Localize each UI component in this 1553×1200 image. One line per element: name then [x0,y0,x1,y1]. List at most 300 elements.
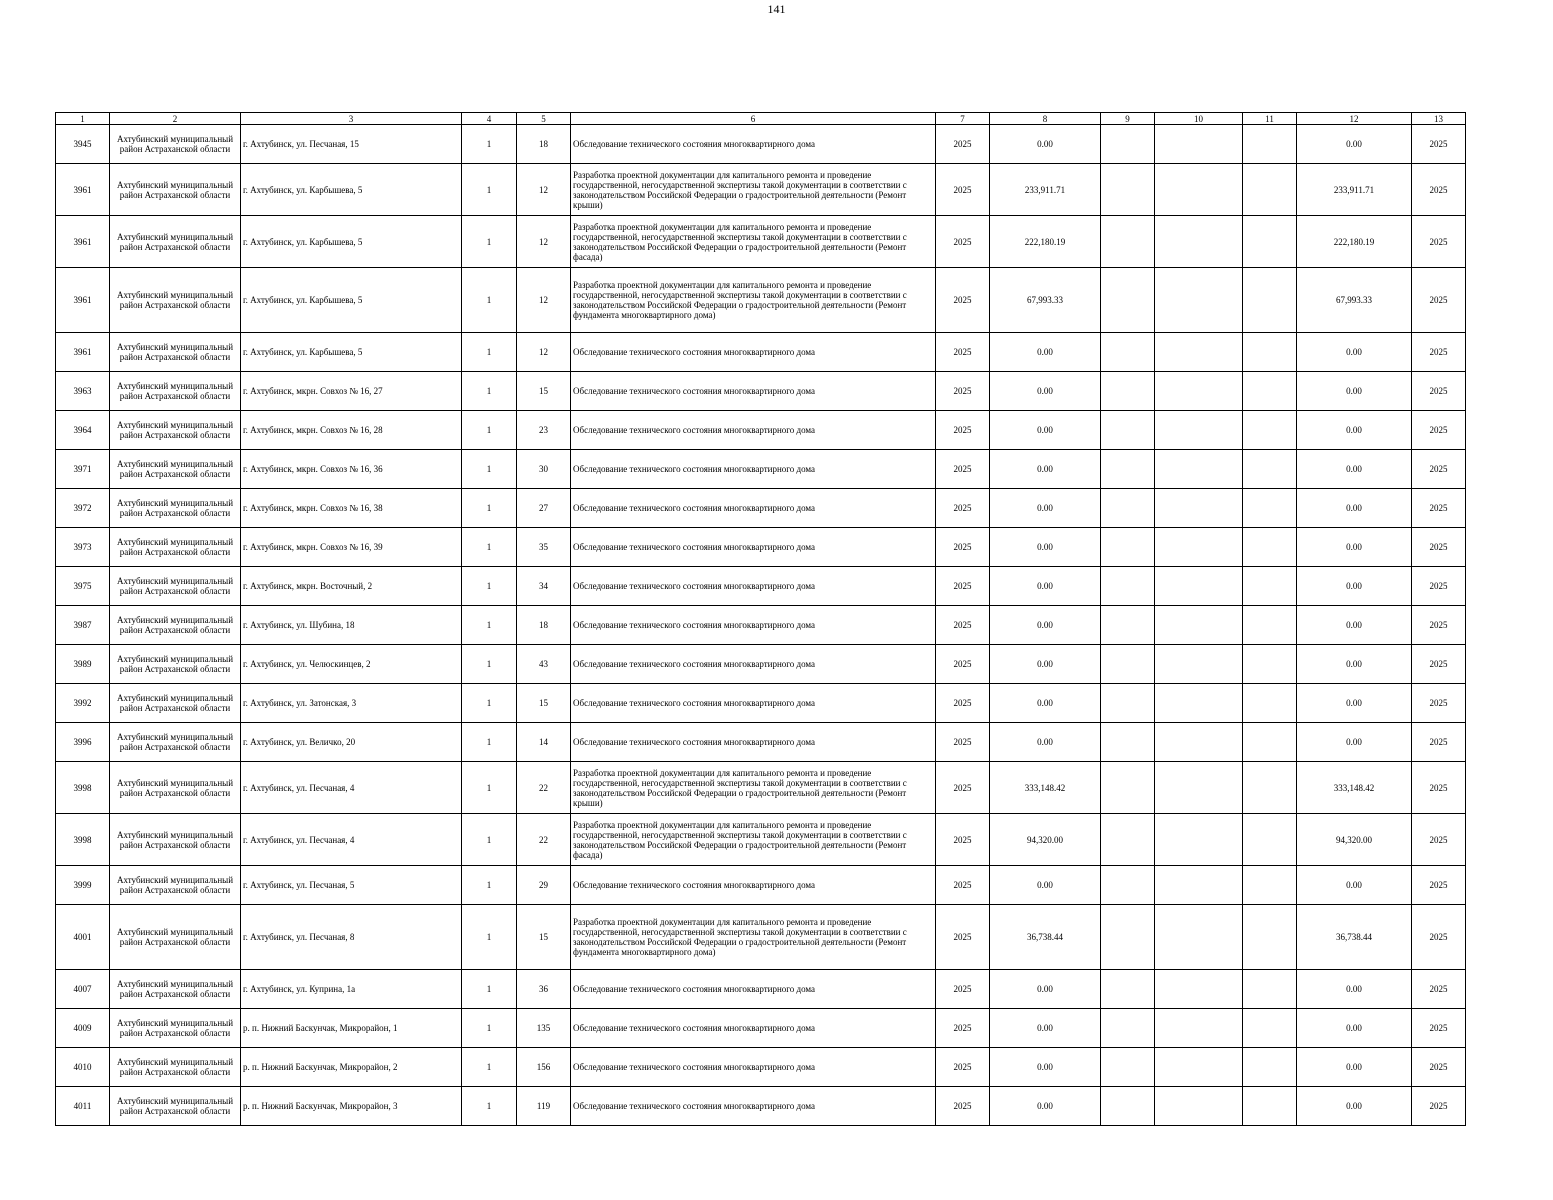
page-number: 141 [767,2,786,16]
col10-cell [1155,1009,1243,1048]
col9-cell [1101,125,1155,164]
row-number: 3945 [56,125,110,164]
col13-year-cell: 2025 [1412,125,1466,164]
address-cell: г. Ахтубинск, ул. Шубина, 18 [241,606,462,645]
year-cell: 2025 [936,970,990,1009]
col12-cost-cell: 0.00 [1297,684,1412,723]
col9-cell [1101,164,1155,216]
work-type-cell: Обследование технического состояния многоквартирного дома [571,645,936,684]
col5-cell: 36 [517,970,571,1009]
col13-year-cell: 2025 [1412,528,1466,567]
col10-cell [1155,814,1243,866]
col4-cell: 1 [462,1009,517,1048]
col5-cell: 12 [517,216,571,268]
municipality-cell: Ахтубинский муниципальный район Астраханской области [110,268,241,333]
col10-cell [1155,489,1243,528]
col4-cell: 1 [462,216,517,268]
capital-repair-table [55,112,1466,1126]
col5-cell: 156 [517,1048,571,1087]
cost-cell: 333,148.42 [990,762,1101,814]
col4-cell: 1 [462,567,517,606]
col11-cell [1243,723,1297,762]
col12-cost-cell: 0.00 [1297,528,1412,567]
table-row [56,1048,1466,1087]
col12-cost-cell: 67,993.33 [1297,268,1412,333]
col11-cell [1243,411,1297,450]
municipality-cell: Ахтубинский муниципальный район Астраханской области [110,684,241,723]
col13-year-cell: 2025 [1412,268,1466,333]
row-number: 3972 [56,489,110,528]
column-header: 5 [517,113,571,125]
work-type-cell: Разработка проектной документации для капитального ремонта и проведение государственной, негосударственной экспертизы такой документации в соответствии с законодательством Российской Федерации о градостроительной деятельности (Ремонт фасада) [571,814,936,866]
col10-cell [1155,905,1243,970]
row-number: 3996 [56,723,110,762]
col10-cell [1155,125,1243,164]
cost-cell: 0.00 [990,450,1101,489]
column-header: 13 [1412,113,1466,125]
column-header: 7 [936,113,990,125]
table-row [56,333,1466,372]
col9-cell [1101,1048,1155,1087]
col4-cell: 1 [462,333,517,372]
work-type-cell: Разработка проектной документации для капитального ремонта и проведение государственной, негосударственной экспертизы такой документации в соответствии с законодательством Российской Федерации о градостроительной деятельности (Ремонт крыши) [571,762,936,814]
work-type-cell: Обследование технического состояния многоквартирного дома [571,125,936,164]
col4-cell: 1 [462,450,517,489]
col11-cell [1243,216,1297,268]
col9-cell [1101,866,1155,905]
col9-cell [1101,1009,1155,1048]
col12-cost-cell: 0.00 [1297,567,1412,606]
table-row [56,125,1466,164]
col4-cell: 1 [462,528,517,567]
municipality-cell: Ахтубинский муниципальный район Астраханской области [110,528,241,567]
col11-cell [1243,125,1297,164]
col13-year-cell: 2025 [1412,905,1466,970]
col11-cell [1243,762,1297,814]
table-row [56,723,1466,762]
column-header: 9 [1101,113,1155,125]
municipality-cell: Ахтубинский муниципальный район Астраханской области [110,866,241,905]
municipality-cell: Ахтубинский муниципальный район Астраханской области [110,567,241,606]
col9-cell [1101,333,1155,372]
col13-year-cell: 2025 [1412,814,1466,866]
col5-cell: 15 [517,372,571,411]
column-header: 12 [1297,113,1412,125]
col12-cost-cell: 0.00 [1297,1048,1412,1087]
work-type-cell: Обследование технического состояния многоквартирного дома [571,528,936,567]
col13-year-cell: 2025 [1412,567,1466,606]
column-header: 8 [990,113,1101,125]
cost-cell: 0.00 [990,1048,1101,1087]
col11-cell [1243,645,1297,684]
col11-cell [1243,567,1297,606]
address-cell: г. Ахтубинск, ул. Песчаная, 5 [241,866,462,905]
row-number: 3998 [56,814,110,866]
row-number: 3998 [56,762,110,814]
col10-cell [1155,1087,1243,1126]
work-type-cell: Обследование технического состояния многоквартирного дома [571,567,936,606]
address-cell: г. Ахтубинск, мкрн. Восточный, 2 [241,567,462,606]
col5-cell: 34 [517,567,571,606]
col10-cell [1155,268,1243,333]
col4-cell: 1 [462,125,517,164]
col11-cell [1243,1009,1297,1048]
col13-year-cell: 2025 [1412,866,1466,905]
col4-cell: 1 [462,645,517,684]
col13-year-cell: 2025 [1412,606,1466,645]
table-row [56,684,1466,723]
col5-cell: 135 [517,1009,571,1048]
year-cell: 2025 [936,905,990,970]
col9-cell [1101,268,1155,333]
col10-cell [1155,450,1243,489]
col10-cell [1155,970,1243,1009]
table-row [56,814,1466,866]
row-number: 3971 [56,450,110,489]
year-cell: 2025 [936,125,990,164]
address-cell: г. Ахтубинск, мкрн. Совхоз № 16, 27 [241,372,462,411]
row-number: 3961 [56,216,110,268]
municipality-cell: Ахтубинский муниципальный район Астраханской области [110,970,241,1009]
table-row [56,645,1466,684]
col4-cell: 1 [462,814,517,866]
table-row [56,411,1466,450]
municipality-cell: Ахтубинский муниципальный район Астраханской области [110,1009,241,1048]
year-cell: 2025 [936,372,990,411]
address-cell: г. Ахтубинск, ул. Затонская, 3 [241,684,462,723]
work-type-cell: Разработка проектной документации для капитального ремонта и проведение государственной, негосударственной экспертизы такой документации в соответствии с законодательством Российской Федерации о градостроительной деятельности (Ремонт фундамента многоквартирного дома) [571,268,936,333]
table-row [56,606,1466,645]
col9-cell [1101,814,1155,866]
col13-year-cell: 2025 [1412,1087,1466,1126]
year-cell: 2025 [936,645,990,684]
row-number: 4009 [56,1009,110,1048]
col13-year-cell: 2025 [1412,1009,1466,1048]
col11-cell [1243,372,1297,411]
col9-cell [1101,567,1155,606]
address-cell: р. п. Нижний Баскунчак, Микрорайон, 1 [241,1009,462,1048]
cost-cell: 0.00 [990,528,1101,567]
col12-cost-cell: 0.00 [1297,1087,1412,1126]
work-type-cell: Обследование технического состояния многоквартирного дома [571,684,936,723]
row-number: 3999 [56,866,110,905]
col11-cell [1243,606,1297,645]
work-type-cell: Обследование технического состояния многоквартирного дома [571,450,936,489]
year-cell: 2025 [936,723,990,762]
col12-cost-cell: 0.00 [1297,372,1412,411]
row-number: 3964 [56,411,110,450]
col4-cell: 1 [462,372,517,411]
col4-cell: 1 [462,905,517,970]
table-row [56,866,1466,905]
col5-cell: 27 [517,489,571,528]
cost-cell: 94,320.00 [990,814,1101,866]
column-header: 11 [1243,113,1297,125]
row-number: 4001 [56,905,110,970]
year-cell: 2025 [936,1048,990,1087]
col4-cell: 1 [462,268,517,333]
col11-cell [1243,164,1297,216]
table-row [56,528,1466,567]
col12-cost-cell: 0.00 [1297,970,1412,1009]
col9-cell [1101,372,1155,411]
table-row [56,567,1466,606]
col13-year-cell: 2025 [1412,411,1466,450]
col4-cell: 1 [462,164,517,216]
table-row [56,216,1466,268]
col11-cell [1243,684,1297,723]
col5-cell: 43 [517,645,571,684]
col13-year-cell: 2025 [1412,1048,1466,1087]
cost-cell: 36,738.44 [990,905,1101,970]
address-cell: г. Ахтубинск, мкрн. Совхоз № 16, 39 [241,528,462,567]
work-type-cell: Обследование технического состояния многоквартирного дома [571,866,936,905]
col11-cell [1243,905,1297,970]
work-type-cell: Разработка проектной документации для капитального ремонта и проведение государственной, негосударственной экспертизы такой документации в соответствии с законодательством Российской Федерации о градостроительной деятельности (Ремонт фундамента многоквартирного дома) [571,905,936,970]
col5-cell: 12 [517,333,571,372]
work-type-cell: Обследование технического состояния многоквартирного дома [571,723,936,762]
col5-cell: 119 [517,1087,571,1126]
address-cell: г. Ахтубинск, ул. Песчаная, 4 [241,814,462,866]
municipality-cell: Ахтубинский муниципальный район Астраханской области [110,814,241,866]
col13-year-cell: 2025 [1412,216,1466,268]
cost-cell: 233,911.71 [990,164,1101,216]
year-cell: 2025 [936,450,990,489]
col10-cell [1155,164,1243,216]
row-number: 3989 [56,645,110,684]
row-number: 3975 [56,567,110,606]
col11-cell [1243,1087,1297,1126]
col12-cost-cell: 0.00 [1297,489,1412,528]
year-cell: 2025 [936,567,990,606]
col4-cell: 1 [462,1087,517,1126]
cost-cell: 0.00 [990,489,1101,528]
col5-cell: 29 [517,866,571,905]
year-cell: 2025 [936,606,990,645]
work-type-cell: Обследование технического состояния многоквартирного дома [571,489,936,528]
municipality-cell: Ахтубинский муниципальный район Астраханской области [110,216,241,268]
cost-cell: 0.00 [990,866,1101,905]
col11-cell [1243,866,1297,905]
col5-cell: 30 [517,450,571,489]
col4-cell: 1 [462,1048,517,1087]
col13-year-cell: 2025 [1412,333,1466,372]
col13-year-cell: 2025 [1412,723,1466,762]
cost-cell: 0.00 [990,372,1101,411]
cost-cell: 0.00 [990,684,1101,723]
col10-cell [1155,723,1243,762]
year-cell: 2025 [936,164,990,216]
col13-year-cell: 2025 [1412,762,1466,814]
col12-cost-cell: 36,738.44 [1297,905,1412,970]
col11-cell [1243,528,1297,567]
col13-year-cell: 2025 [1412,164,1466,216]
col10-cell [1155,216,1243,268]
col5-cell: 18 [517,606,571,645]
municipality-cell: Ахтубинский муниципальный район Астраханской области [110,333,241,372]
col4-cell: 1 [462,866,517,905]
row-number: 3973 [56,528,110,567]
year-cell: 2025 [936,1009,990,1048]
address-cell: г. Ахтубинск, ул. Песчаная, 15 [241,125,462,164]
address-cell: г. Ахтубинск, мкрн. Совхоз № 16, 38 [241,489,462,528]
work-type-cell: Разработка проектной документации для капитального ремонта и проведение государственной, негосударственной экспертизы такой документации в соответствии с законодательством Российской Федерации о градостроительной деятельности (Ремонт фасада) [571,216,936,268]
address-cell: г. Ахтубинск, ул. Карбышева, 5 [241,164,462,216]
work-type-cell: Разработка проектной документации для капитального ремонта и проведение государственной, негосударственной экспертизы такой документации в соответствии с законодательством Российской Федерации о градостроительной деятельности (Ремонт крыши) [571,164,936,216]
year-cell: 2025 [936,1087,990,1126]
work-type-cell: Обследование технического состояния многоквартирного дома [571,1009,936,1048]
row-number: 4011 [56,1087,110,1126]
cost-cell: 0.00 [990,333,1101,372]
col5-cell: 18 [517,125,571,164]
col10-cell [1155,645,1243,684]
work-type-cell: Обследование технического состояния многоквартирного дома [571,1087,936,1126]
col5-cell: 12 [517,268,571,333]
cost-cell: 67,993.33 [990,268,1101,333]
address-cell: р. п. Нижний Баскунчак, Микрорайон, 3 [241,1087,462,1126]
year-cell: 2025 [936,216,990,268]
table-row [56,1009,1466,1048]
col12-cost-cell: 0.00 [1297,411,1412,450]
column-header: 4 [462,113,517,125]
table-row [56,905,1466,970]
col9-cell [1101,905,1155,970]
municipality-cell: Ахтубинский муниципальный район Астраханской области [110,723,241,762]
row-number: 3987 [56,606,110,645]
col12-cost-cell: 94,320.00 [1297,814,1412,866]
row-number: 3963 [56,372,110,411]
address-cell: г. Ахтубинск, мкрн. Совхоз № 16, 36 [241,450,462,489]
year-cell: 2025 [936,814,990,866]
col9-cell [1101,684,1155,723]
col12-cost-cell: 222,180.19 [1297,216,1412,268]
col5-cell: 15 [517,684,571,723]
col5-cell: 15 [517,905,571,970]
address-cell: г. Ахтубинск, ул. Карбышева, 5 [241,333,462,372]
col11-cell [1243,970,1297,1009]
col10-cell [1155,606,1243,645]
col4-cell: 1 [462,762,517,814]
row-number: 4010 [56,1048,110,1087]
col10-cell [1155,411,1243,450]
year-cell: 2025 [936,528,990,567]
row-number: 3961 [56,333,110,372]
col10-cell [1155,866,1243,905]
col4-cell: 1 [462,411,517,450]
col9-cell [1101,645,1155,684]
column-header: 1 [56,113,110,125]
col12-cost-cell: 0.00 [1297,333,1412,372]
col11-cell [1243,1048,1297,1087]
municipality-cell: Ахтубинский муниципальный район Астраханской области [110,606,241,645]
column-header: 3 [241,113,462,125]
work-type-cell: Обследование технического состояния многоквартирного дома [571,333,936,372]
address-cell: г. Ахтубинск, ул. Куприна, 1а [241,970,462,1009]
col10-cell [1155,333,1243,372]
col4-cell: 1 [462,684,517,723]
col11-cell [1243,814,1297,866]
municipality-cell: Ахтубинский муниципальный район Астраханской области [110,125,241,164]
col12-cost-cell: 0.00 [1297,645,1412,684]
address-cell: г. Ахтубинск, ул. Карбышева, 5 [241,268,462,333]
year-cell: 2025 [936,762,990,814]
municipality-cell: Ахтубинский муниципальный район Астраханской области [110,372,241,411]
col13-year-cell: 2025 [1412,372,1466,411]
cost-cell: 222,180.19 [990,216,1101,268]
col11-cell [1243,333,1297,372]
col10-cell [1155,528,1243,567]
cost-cell: 0.00 [990,1009,1101,1048]
col9-cell [1101,216,1155,268]
municipality-cell: Ахтубинский муниципальный район Астраханской области [110,450,241,489]
col9-cell [1101,528,1155,567]
column-header: 2 [110,113,241,125]
municipality-cell: Ахтубинский муниципальный район Астраханской области [110,905,241,970]
col5-cell: 22 [517,814,571,866]
col9-cell [1101,411,1155,450]
col5-cell: 35 [517,528,571,567]
col12-cost-cell: 0.00 [1297,866,1412,905]
table-row [56,372,1466,411]
table-row [56,762,1466,814]
col11-cell [1243,268,1297,333]
col4-cell: 1 [462,723,517,762]
col12-cost-cell: 0.00 [1297,125,1412,164]
col5-cell: 14 [517,723,571,762]
column-header: 6 [571,113,936,125]
col12-cost-cell: 0.00 [1297,606,1412,645]
col13-year-cell: 2025 [1412,489,1466,528]
col5-cell: 12 [517,164,571,216]
work-type-cell: Обследование технического состояния многоквартирного дома [571,970,936,1009]
col9-cell [1101,762,1155,814]
col13-year-cell: 2025 [1412,684,1466,723]
col9-cell [1101,450,1155,489]
col9-cell [1101,1087,1155,1126]
col10-cell [1155,567,1243,606]
municipality-cell: Ахтубинский муниципальный район Астраханской области [110,164,241,216]
row-number: 3961 [56,164,110,216]
address-cell: г. Ахтубинск, ул. Песчаная, 4 [241,762,462,814]
table-row [56,1087,1466,1126]
address-cell: г. Ахтубинск, ул. Челюскинцев, 2 [241,645,462,684]
address-cell: г. Ахтубинск, ул. Песчаная, 8 [241,905,462,970]
municipality-cell: Ахтубинский муниципальный район Астраханской области [110,1087,241,1126]
col5-cell: 22 [517,762,571,814]
cost-cell: 0.00 [990,1087,1101,1126]
row-number: 3992 [56,684,110,723]
year-cell: 2025 [936,866,990,905]
work-type-cell: Обследование технического состояния многоквартирного дома [571,1048,936,1087]
municipality-cell: Ахтубинский муниципальный район Астраханской области [110,489,241,528]
col10-cell [1155,762,1243,814]
row-number: 4007 [56,970,110,1009]
table-row [56,268,1466,333]
col4-cell: 1 [462,489,517,528]
col4-cell: 1 [462,606,517,645]
work-type-cell: Обследование технического состояния многоквартирного дома [571,372,936,411]
year-cell: 2025 [936,489,990,528]
table-row [56,450,1466,489]
work-type-cell: Обследование технического состояния многоквартирного дома [571,411,936,450]
cost-cell: 0.00 [990,645,1101,684]
row-number: 3961 [56,268,110,333]
col11-cell [1243,450,1297,489]
address-cell: г. Ахтубинск, мкрн. Совхоз № 16, 28 [241,411,462,450]
col12-cost-cell: 0.00 [1297,450,1412,489]
year-cell: 2025 [936,684,990,723]
cost-cell: 0.00 [990,606,1101,645]
